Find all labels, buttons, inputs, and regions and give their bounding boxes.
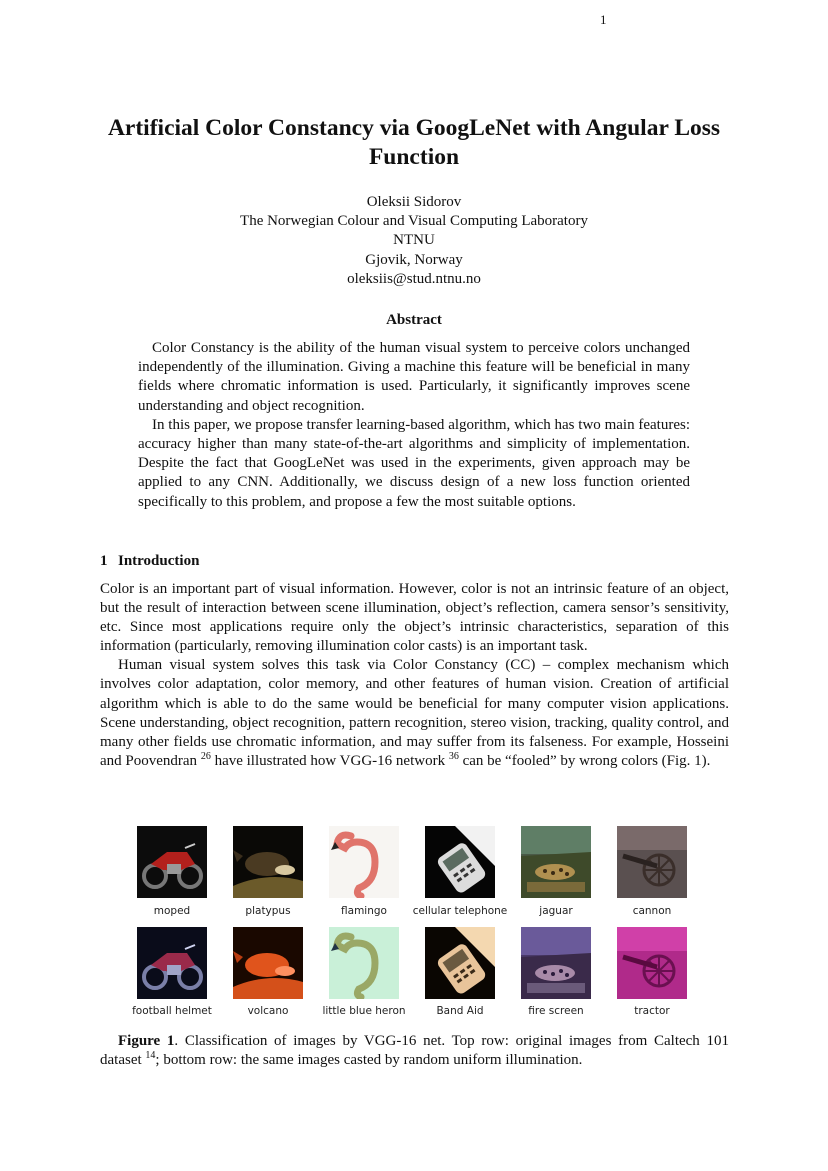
fire-screen-image (521, 927, 591, 999)
intro-paragraph-2 (100, 656, 729, 771)
section-title: Introduction (118, 553, 200, 569)
figure-label: tractor (634, 1005, 670, 1017)
intro-paragraph-1: Color is an important part of visual information. However, color is not an intrinsic feature of an object, but the result of interaction between scene illumination, object’s reflection, camera sensor’s sensitivity, etc. Since most applications require only the object’s intrinsic characteristics, separation of this information (particularly, removing illumination color casts) is an important task. (100, 581, 729, 655)
figure-label: cannon (632, 905, 672, 917)
figure-label: flamingo (341, 905, 387, 917)
citation-ref: 26 (200, 750, 211, 762)
volcano-image (233, 927, 303, 999)
moped-image (137, 826, 207, 898)
figure-caption-label: Figure 1 (118, 1033, 175, 1049)
figure-label: fire screen (528, 1005, 584, 1017)
football-helmet-image (137, 927, 207, 999)
figure-caption (100, 1032, 729, 1070)
section-number: 1 (100, 553, 108, 569)
abstract-paragraph-2: In this paper, we propose transfer learning-based algorithm, which has two main features: accuracy higher than many state-of-the-art algorithms and simplicity of implementation. Despite the fact that GoogLeNet was used in the experiments, given approach may be applied to any CNN. Additionally, we discuss design of a new loss function oriented specifically to this problem, and propose a few the most suitable options. (138, 416, 690, 510)
figure-caption-body-2: ; bottom row: the same images casted by random uniform illumination. (155, 1052, 583, 1069)
flamingo-image (329, 826, 399, 898)
intro-p2-text-b: have illustrated how VGG-16 network (214, 752, 446, 769)
figure-label: football helmet (132, 1005, 212, 1017)
introduction-body (100, 580, 729, 771)
author-name: Oleksii Sidorov (366, 194, 462, 210)
tractor-image (617, 927, 687, 999)
abstract-paragraph-1: Color Constancy is the ability of the human visual system to perceive colors unchanged independently of the illumination. Giving a machine this feature will be beneficial in many fields where chromatic information is used. Particularly, it significantly improves scene understanding and object recognition. (138, 340, 690, 414)
figure-label: moped (153, 905, 191, 917)
abstract-heading: Abstract (386, 312, 442, 328)
jaguar-image (521, 826, 591, 898)
figure-label: little blue heron (322, 1005, 406, 1017)
figure-caption-text (100, 1032, 729, 1070)
little-blue-heron-image (329, 927, 399, 999)
intro-p2-text-c: can be “fooled” by wrong colors (Fig. 1). (462, 752, 711, 769)
page-number: 1 (600, 12, 607, 27)
section-heading-introduction (100, 553, 199, 570)
intro-p2-text-a: Human visual system solves this task via Color Constancy (CC) – complex mechanism which involves color adaptation, color memory, and other features of human vision. Creation of artificial algorithm which is able to do the same would be beneficial for many computer vision applications. Scene understanding, object recognition, pattern recognition, stereo vision, tracking, quality control, and many other fields use chromatic information, and may suffer from its falseness. For example, Hosseini and Poovendran (100, 657, 729, 769)
band-aid-image (425, 927, 495, 999)
platypus-image (233, 826, 303, 898)
citation-ref: 14 (145, 1050, 156, 1062)
figure-label: cellular telephone (412, 905, 508, 917)
author-email: oleksiis@stud.ntnu.no (347, 270, 481, 287)
figure-label: platypus (245, 905, 291, 917)
author-institution: NTNU (393, 232, 435, 249)
figure-1 (100, 826, 729, 1022)
figure-label: jaguar (539, 905, 573, 917)
abstract-body (138, 339, 690, 512)
citation-ref: 36 (448, 750, 459, 762)
figure-label: Band Aid (436, 1005, 484, 1017)
paper-title: Artificial Color Constancy via GoogLeNet with Angular Loss Function (107, 115, 721, 170)
author-location: Gjovik, Norway (365, 251, 463, 268)
cannon-image (617, 826, 687, 898)
cellular-telephone-image (425, 826, 495, 898)
author-block (100, 193, 728, 289)
figure-caption-body: . Classification of images by VGG-16 net. Top row: original images from Caltech 101 dataset (100, 1033, 730, 1069)
author-lab: The Norwegian Colour and Visual Computing Laboratory (240, 213, 588, 230)
figure-label: volcano (247, 1005, 289, 1017)
